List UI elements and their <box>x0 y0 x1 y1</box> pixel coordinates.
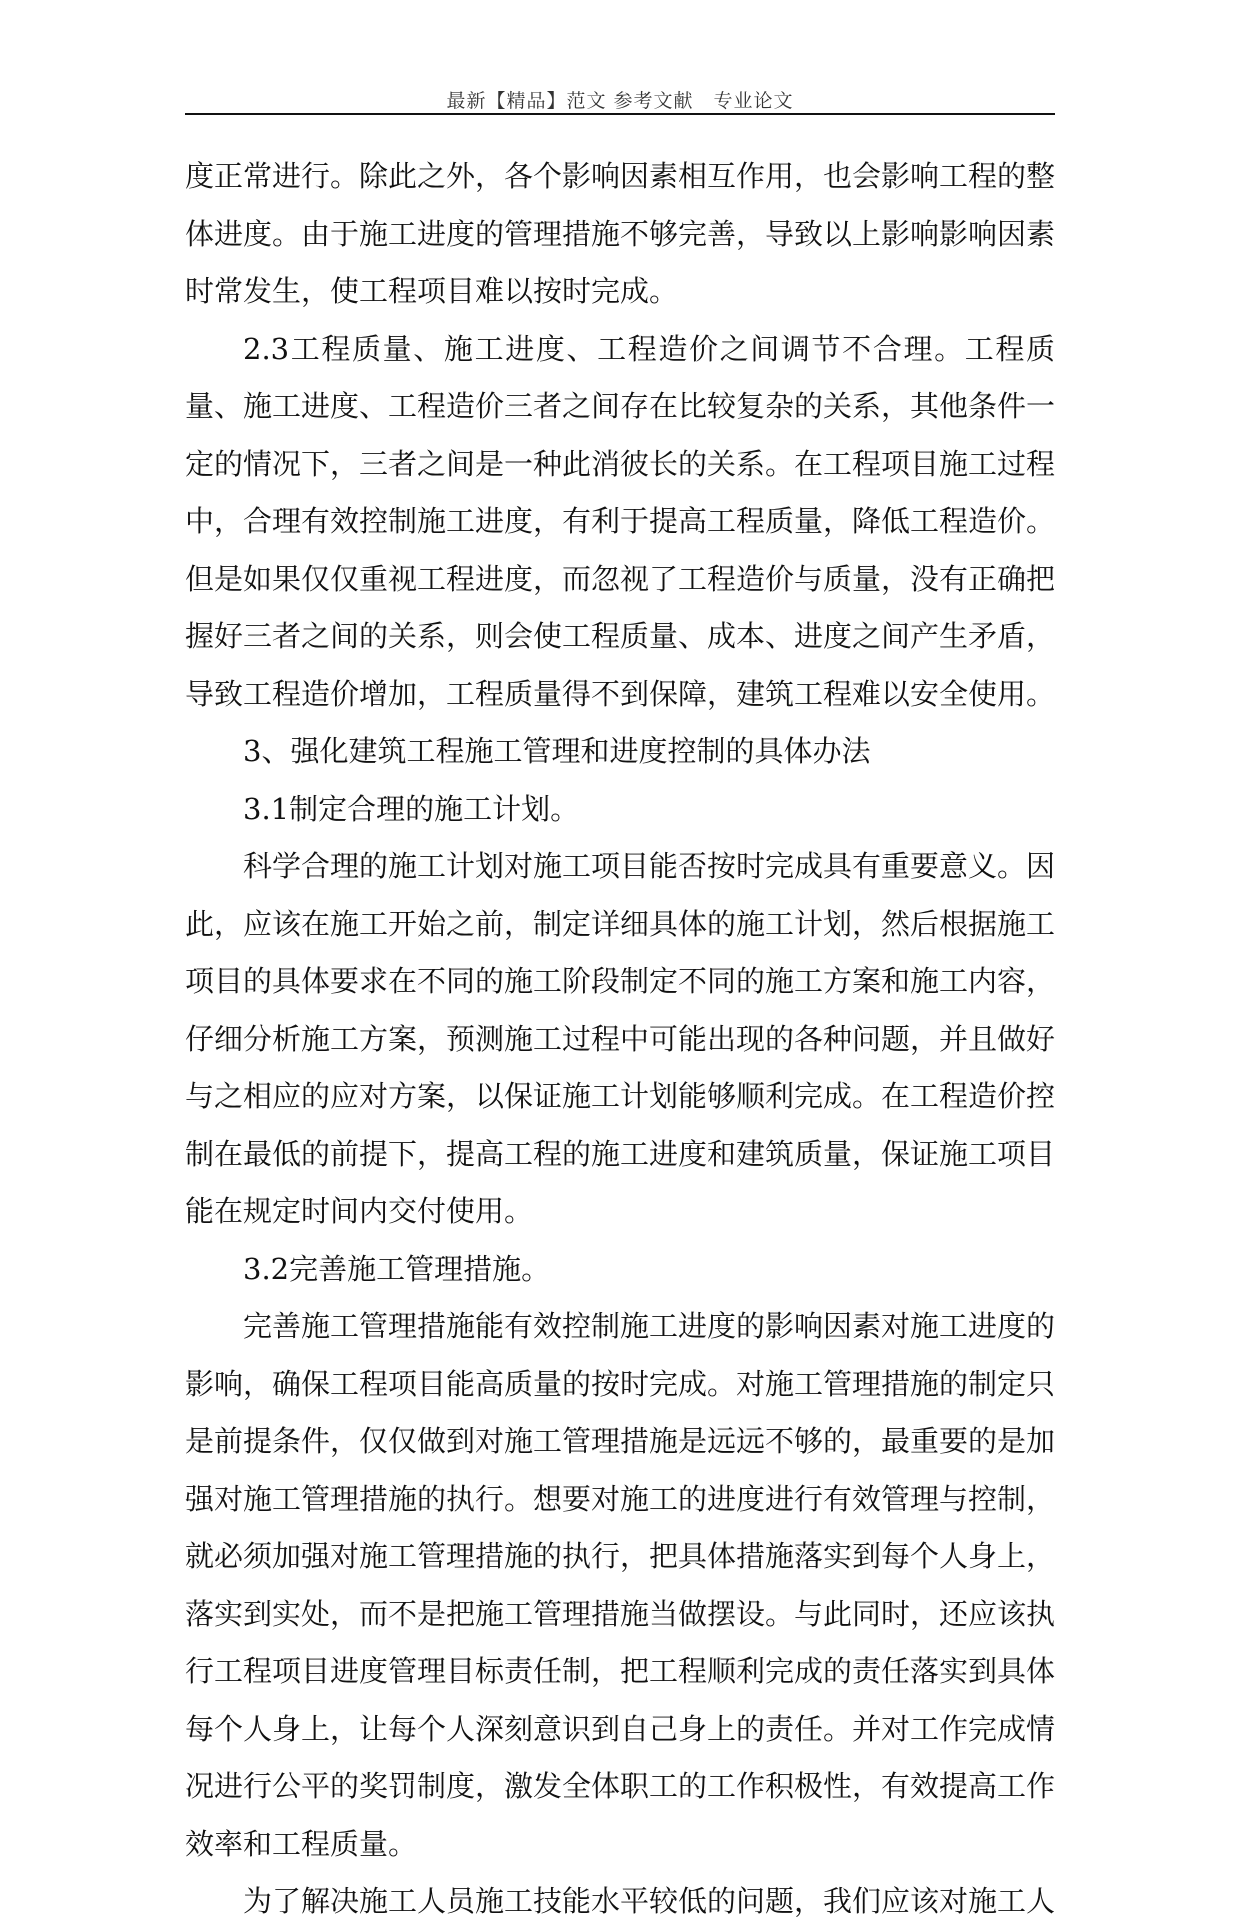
page-header: 最新【精品】范文 参考文献 专业论文 <box>446 90 794 112</box>
section-heading-3: 3、强化建筑工程施工管理和进度控制的具体办法 <box>243 734 871 768</box>
document-body <box>185 148 1055 1931</box>
paragraph-continuation: 度正常进行。除此之外，各个影响因素相互作用，也会影响工程的整体进度。由于施工进度的管理措施不够完善，导致以上影响影响因素时常发生，使工程项目难以按时完成。 <box>185 159 1056 308</box>
paragraph-construction-plan: 科学合理的施工计划对施工项目能否按时完成具有重要意义。因此，应该在施工开始之前，制定详细具体的施工计划，然后根据施工项目的具体要求在不同的施工阶段制定不同的施工方案和施工内容，仔细分析施工方案，预测施工过程中可能出现的各种问题，并且做好与之相应的应对方案，以保证施工计划能够顺利完成。在工程造价控制在最低的前提下，提高工程的施工进度和建筑质量，保证施工项目能在规定时间内交付使用。 <box>185 849 1056 1228</box>
paragraph-worker-skills: 为了解决施工人员施工技能水平较低的问题，我们应该对施工人 <box>243 1884 1056 1918</box>
header-divider <box>185 113 1055 115</box>
subsection-heading-3-1: 3.1制定合理的施工计划。 <box>243 791 580 826</box>
subsection-heading-3-2: 3.2完善施工管理措施。 <box>243 1251 551 1286</box>
paragraph-management-measures: 完善施工管理措施能有效控制施工进度的影响因素对施工进度的影响，确保工程项目能高质量的按时完成。对施工管理措施的制定只是前提条件，仅仅做到对施工管理措施是远远不够的，最重要的是加强对施工管理措施的执行。想要对施工的进度进行有效管理与控制，就必须加强对施工管理措施的执行，把具体措施落实到每个人身上，落实到实处，而不是把施工管理措施当做摆设。与此同时，还应该执行工程项目进度管理目标责任制，把工程顺利完成的责任落实到具体每个人身上，让每个人深刻意识到自己身上的责任。并对工作完成情况进行公平的奖罚制度，激发全体职工的工作积极性，有效提高工作效率和工程质量。 <box>185 1309 1056 1861</box>
paragraph-section-2-3: 2.3工程质量、施工进度、工程造价之间调节不合理。工程质量、施工进度、工程造价三者之间存在比较复杂的关系，其他条件一定的情况下，三者之间是一种此消彼长的关系。在工程项目施工过程中，合理有效控制施工进度，有利于提高工程质量，降低工程造价。但是如果仅仅重视工程进度，而忽视了工程造价与质量，没有正确把握好三者之间的关系，则会使工程质量、成本、进度之间产生矛盾，导致工程造价增加，工程质量得不到保障，建筑工程难以安全使用。 <box>185 331 1056 711</box>
